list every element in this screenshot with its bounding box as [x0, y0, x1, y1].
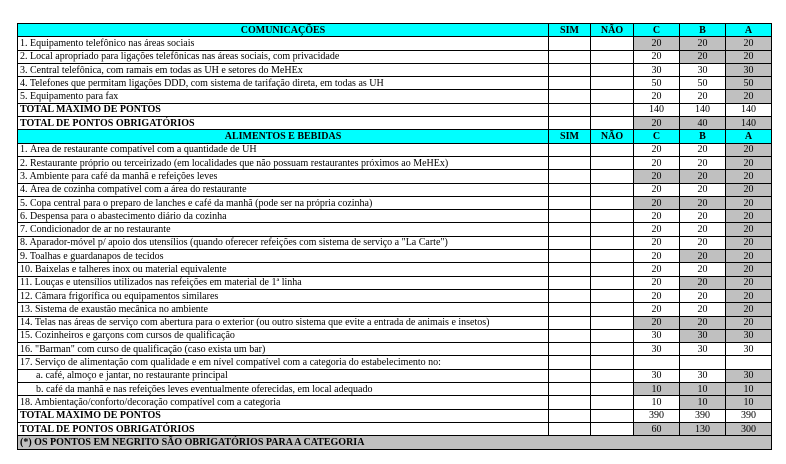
points-a: 20 — [726, 156, 772, 169]
points-a: 20 — [726, 289, 772, 302]
points-c: 20 — [634, 90, 680, 103]
item-label: 4. Telefones que permitam ligações DDD, com sistema de tarifação direta, em todas as UH — [18, 77, 549, 90]
total-c: 140 — [634, 103, 680, 116]
nao-cell — [591, 37, 634, 50]
nao-cell — [591, 409, 634, 422]
nao-cell — [591, 156, 634, 169]
nao-cell — [591, 223, 634, 236]
footnote-row — [18, 436, 772, 449]
nao-cell — [591, 329, 634, 342]
item-label: 13. Sistema de exaustão mecânica no ambiente — [18, 303, 549, 316]
table-row — [18, 329, 772, 342]
points-a: 20 — [726, 210, 772, 223]
total-required-row — [18, 117, 772, 130]
item-label: 4. Área de cozinha compatível com a área do restaurante — [18, 183, 549, 196]
sim-cell — [549, 316, 591, 329]
item-label: 5. Equipamento para fax — [18, 90, 549, 103]
nao-cell — [591, 196, 634, 209]
table-row — [18, 223, 772, 236]
points-c: 20 — [634, 303, 680, 316]
points-a: 20 — [726, 196, 772, 209]
points-b: 20 — [680, 250, 726, 263]
header-b: B — [680, 130, 726, 143]
sim-cell — [549, 236, 591, 249]
total-a: 140 — [726, 103, 772, 116]
total-max-row — [18, 103, 772, 116]
section-title: COMUNICAÇÕES — [18, 24, 549, 37]
item-label: 18. Ambientação/conforto/decoração compatível com a categoria — [18, 396, 549, 409]
sim-cell — [549, 250, 591, 263]
points-b: 30 — [680, 329, 726, 342]
points-b: 20 — [680, 156, 726, 169]
points-b — [680, 356, 726, 369]
sim-cell — [549, 37, 591, 50]
header-c: C — [634, 24, 680, 37]
points-c — [634, 356, 680, 369]
total-b: 40 — [680, 117, 726, 130]
table-row — [18, 383, 772, 396]
sim-cell — [549, 90, 591, 103]
points-b: 50 — [680, 77, 726, 90]
item-label: 17. Serviço de alimentação com qualidade e em nível compatível com a categoria do estabelecimento no: — [18, 356, 549, 369]
nao-cell — [591, 396, 634, 409]
sim-cell — [549, 356, 591, 369]
nao-cell — [591, 383, 634, 396]
points-b: 20 — [680, 90, 726, 103]
table-row — [18, 50, 772, 63]
table-row — [18, 37, 772, 50]
table-row — [18, 156, 772, 169]
points-b: 30 — [680, 343, 726, 356]
section-header-row — [18, 130, 772, 143]
item-label: 7. Condicionador de ar no restaurante — [18, 223, 549, 236]
sim-cell — [549, 396, 591, 409]
points-b: 20 — [680, 210, 726, 223]
nao-cell — [591, 289, 634, 302]
item-label: 15. Cozinheiros e garçons com cursos de qualificação — [18, 329, 549, 342]
item-label: a. café, almoço e jantar, no restaurante principal — [18, 369, 549, 382]
item-label: 2. Local apropriado para ligações telefônicas nas áreas sociais, com privacidade — [18, 50, 549, 63]
table-row — [18, 276, 772, 289]
sim-cell — [549, 303, 591, 316]
points-b: 20 — [680, 276, 726, 289]
sim-cell — [549, 223, 591, 236]
table-row — [18, 63, 772, 76]
total-max-row — [18, 409, 772, 422]
points-a: 20 — [726, 37, 772, 50]
nao-cell — [591, 369, 634, 382]
nao-cell — [591, 77, 634, 90]
total-b: 140 — [680, 103, 726, 116]
points-b: 20 — [680, 183, 726, 196]
points-c: 20 — [634, 236, 680, 249]
table-row — [18, 343, 772, 356]
points-a: 20 — [726, 90, 772, 103]
total-c: 390 — [634, 409, 680, 422]
table-row — [18, 196, 772, 209]
table-row — [18, 143, 772, 156]
points-b: 20 — [680, 37, 726, 50]
header-a: A — [726, 130, 772, 143]
item-label: 2. Restaurante próprio ou terceirizado (em localidades que não possuam restaurantes próximos ao MeHEx) — [18, 156, 549, 169]
sim-cell — [549, 196, 591, 209]
sim-cell — [549, 156, 591, 169]
sim-cell — [549, 103, 591, 116]
points-b: 20 — [680, 316, 726, 329]
sim-cell — [549, 63, 591, 76]
points-c: 20 — [634, 50, 680, 63]
nao-cell — [591, 250, 634, 263]
points-c: 50 — [634, 77, 680, 90]
table-row — [18, 316, 772, 329]
points-a: 50 — [726, 77, 772, 90]
nao-cell — [591, 63, 634, 76]
header-b: B — [680, 24, 726, 37]
item-label: 11. Louças e utensílios utilizados nas refeições em material de 1ª linha — [18, 276, 549, 289]
total-label: TOTAL MÁXIMO DE PONTOS — [18, 103, 549, 116]
points-a: 30 — [726, 63, 772, 76]
points-a: 30 — [726, 329, 772, 342]
sim-cell — [549, 117, 591, 130]
header-nao: NÃO — [591, 130, 634, 143]
total-label: TOTAL DE PONTOS OBRIGATÓRIOS — [18, 117, 549, 130]
points-c: 30 — [634, 369, 680, 382]
table-row — [18, 356, 772, 369]
table-row — [18, 236, 772, 249]
sim-cell — [549, 276, 591, 289]
item-label: 3. Central telefônica, com ramais em todas as UH e setores do MeHEx — [18, 63, 549, 76]
points-a: 20 — [726, 183, 772, 196]
header-nao: NÃO — [591, 24, 634, 37]
section-title: ALIMENTOS E BEBIDAS — [18, 130, 549, 143]
total-c: 60 — [634, 422, 680, 435]
table-row — [18, 210, 772, 223]
points-c: 30 — [634, 329, 680, 342]
points-c: 20 — [634, 250, 680, 263]
header-a: A — [726, 24, 772, 37]
item-label: 12. Câmara frigorífica ou equipamentos similares — [18, 289, 549, 302]
table-row — [18, 77, 772, 90]
points-c: 10 — [634, 383, 680, 396]
sim-cell — [549, 143, 591, 156]
section-header-row — [18, 24, 772, 37]
points-c: 20 — [634, 196, 680, 209]
points-a: 30 — [726, 369, 772, 382]
points-b: 20 — [680, 170, 726, 183]
sim-cell — [549, 369, 591, 382]
sim-cell — [549, 343, 591, 356]
points-c: 20 — [634, 263, 680, 276]
total-a: 300 — [726, 422, 772, 435]
total-c: 20 — [634, 117, 680, 130]
nao-cell — [591, 316, 634, 329]
table-row — [18, 90, 772, 103]
points-b: 20 — [680, 143, 726, 156]
points-a: 30 — [726, 343, 772, 356]
total-b: 390 — [680, 409, 726, 422]
nao-cell — [591, 143, 634, 156]
item-label: 9. Toalhas e guardanapos de tecidos — [18, 250, 549, 263]
points-b: 30 — [680, 63, 726, 76]
points-a: 20 — [726, 50, 772, 63]
nao-cell — [591, 210, 634, 223]
total-b: 130 — [680, 422, 726, 435]
nao-cell — [591, 303, 634, 316]
points-a: 20 — [726, 223, 772, 236]
sim-cell — [549, 263, 591, 276]
item-label: 1. Equipamento telefônico nas áreas sociais — [18, 37, 549, 50]
points-a: 20 — [726, 263, 772, 276]
points-c: 20 — [634, 37, 680, 50]
nao-cell — [591, 170, 634, 183]
sim-cell — [549, 329, 591, 342]
table-row — [18, 303, 772, 316]
points-a: 20 — [726, 316, 772, 329]
item-label: 14. Telas nas áreas de serviço com abertura para o exterior (ou outro sistema que evite a entrada de animais e insetos) — [18, 316, 549, 329]
points-a — [726, 356, 772, 369]
points-b: 10 — [680, 383, 726, 396]
points-a: 20 — [726, 303, 772, 316]
points-b: 20 — [680, 236, 726, 249]
points-b: 30 — [680, 369, 726, 382]
nao-cell — [591, 343, 634, 356]
header-c: C — [634, 130, 680, 143]
table-row — [18, 250, 772, 263]
points-a: 10 — [726, 396, 772, 409]
points-c: 20 — [634, 183, 680, 196]
scoring-table-container — [17, 23, 771, 450]
item-label: 5. Copa central para o preparo de lanches e café da manhã (pode ser na própria cozinha) — [18, 196, 549, 209]
table-row — [18, 263, 772, 276]
sim-cell — [549, 409, 591, 422]
points-c: 20 — [634, 170, 680, 183]
nao-cell — [591, 356, 634, 369]
points-b: 20 — [680, 50, 726, 63]
nao-cell — [591, 90, 634, 103]
header-sim: SIM — [549, 130, 591, 143]
total-required-row — [18, 422, 772, 435]
total-label: TOTAL DE PONTOS OBRIGATÓRIOS — [18, 422, 549, 435]
points-c: 30 — [634, 343, 680, 356]
points-a: 20 — [726, 250, 772, 263]
points-b: 20 — [680, 196, 726, 209]
total-a: 140 — [726, 117, 772, 130]
item-label: 3. Ambiente para café da manhã e refeições leves — [18, 170, 549, 183]
points-c: 20 — [634, 143, 680, 156]
sim-cell — [549, 383, 591, 396]
nao-cell — [591, 50, 634, 63]
total-label: TOTAL MÁXIMO DE PONTOS — [18, 409, 549, 422]
points-a: 20 — [726, 236, 772, 249]
item-label: 6. Despensa para o abastecimento diário da cozinha — [18, 210, 549, 223]
footnote: (*) OS PONTOS EM NEGRITO SÃO OBRIGATÓRIOS PARA A CATEGORIA — [18, 436, 772, 449]
nao-cell — [591, 103, 634, 116]
sim-cell — [549, 422, 591, 435]
points-c: 20 — [634, 210, 680, 223]
points-a: 20 — [726, 276, 772, 289]
points-b: 20 — [680, 263, 726, 276]
nao-cell — [591, 236, 634, 249]
item-label: 10. Baixelas e talheres inox ou material equivalente — [18, 263, 549, 276]
points-a: 20 — [726, 170, 772, 183]
scoring-table — [17, 23, 772, 450]
sim-cell — [549, 77, 591, 90]
nao-cell — [591, 422, 634, 435]
sim-cell — [549, 50, 591, 63]
points-b: 10 — [680, 396, 726, 409]
nao-cell — [591, 276, 634, 289]
table-row — [18, 396, 772, 409]
nao-cell — [591, 263, 634, 276]
nao-cell — [591, 183, 634, 196]
sim-cell — [549, 170, 591, 183]
points-c: 20 — [634, 316, 680, 329]
scoring-table-body — [18, 24, 772, 450]
item-label: 1. Área de restaurante compatível com a quantidade de UH — [18, 143, 549, 156]
table-row — [18, 289, 772, 302]
points-b: 20 — [680, 289, 726, 302]
points-c: 20 — [634, 223, 680, 236]
table-row — [18, 183, 772, 196]
item-label: b. café da manhã e nas refeições leves eventualmente oferecidas, em local adequado — [18, 383, 549, 396]
points-c: 20 — [634, 156, 680, 169]
item-label: 16. "Barman" com curso de qualificação (caso exista um bar) — [18, 343, 549, 356]
item-label: 8. Aparador-móvel p/ apoio dos utensílios (quando oferecer refeições com sistema de serviço a "La Carte") — [18, 236, 549, 249]
sim-cell — [549, 210, 591, 223]
points-b: 20 — [680, 303, 726, 316]
nao-cell — [591, 117, 634, 130]
table-row — [18, 170, 772, 183]
header-sim: SIM — [549, 24, 591, 37]
points-c: 20 — [634, 289, 680, 302]
points-c: 10 — [634, 396, 680, 409]
points-a: 10 — [726, 383, 772, 396]
points-a: 20 — [726, 143, 772, 156]
points-c: 30 — [634, 63, 680, 76]
points-c: 20 — [634, 276, 680, 289]
sim-cell — [549, 183, 591, 196]
total-a: 390 — [726, 409, 772, 422]
table-row — [18, 369, 772, 382]
sim-cell — [549, 289, 591, 302]
points-b: 20 — [680, 223, 726, 236]
